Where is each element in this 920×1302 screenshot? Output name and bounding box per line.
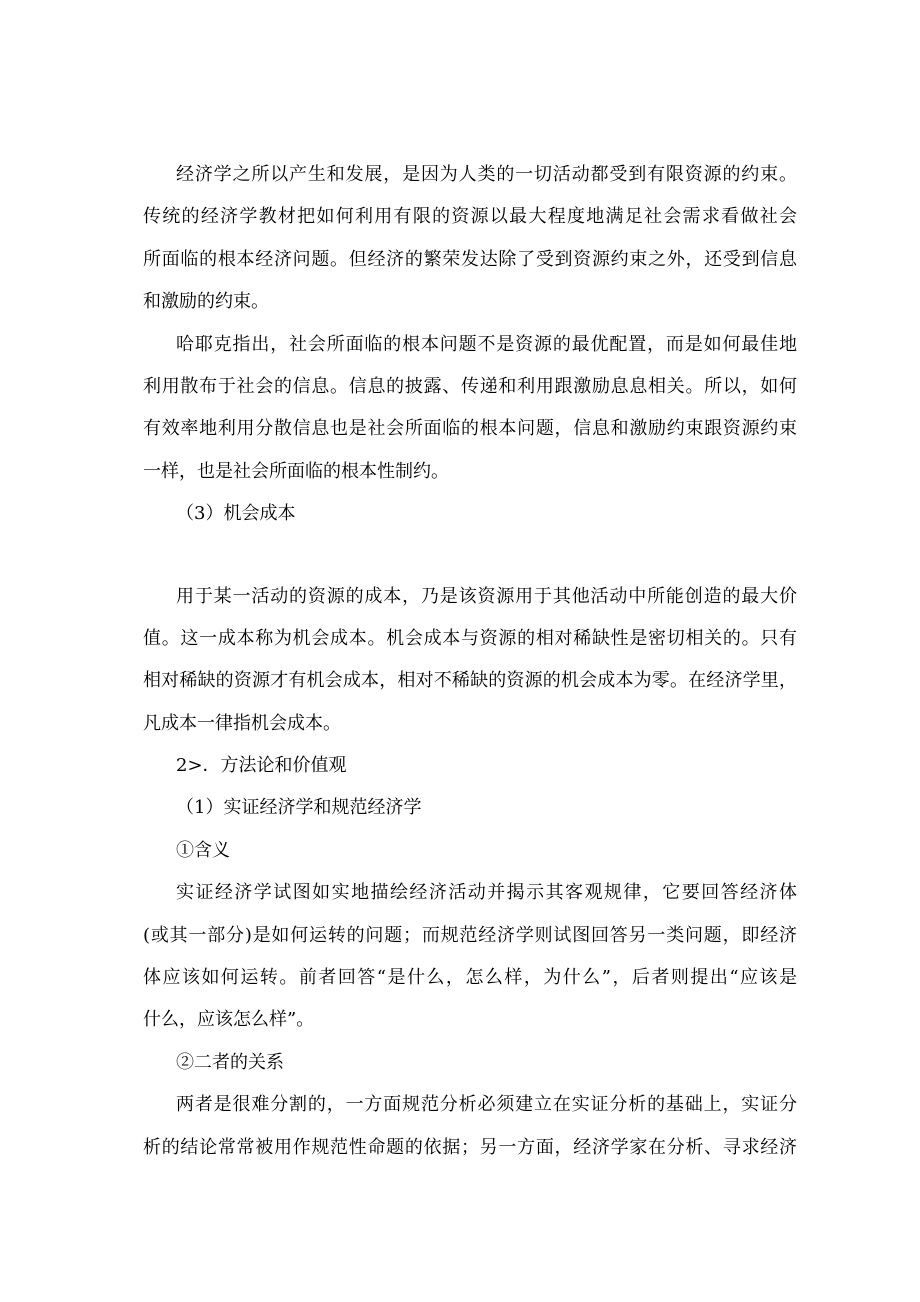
- text-line: 利用散布于社会的信息。信息的披露、传递和利用跟激励息息相关。所以，如何: [143, 375, 797, 397]
- text-line: 经济学之所以产生和发展，是因为人类的一切活动都受到有限资源的约束。: [176, 164, 797, 185]
- paragraph-opportunity-cost: [143, 576, 797, 746]
- text-line: 值。这一成本称为机会成本。机会成本与资源的相对稀缺性是密切相关的。只有: [143, 627, 797, 649]
- section-heading-opportunity-cost: （3）机会成本: [176, 503, 296, 525]
- text-line: 相对稀缺的资源才有机会成本，相对不稀缺的资源的机会成本为零。在经济学里，: [143, 670, 797, 692]
- text-line: 有效率地利用分散信息也是社会所面临的根本问题，信息和激励约束跟资源约束: [143, 418, 797, 440]
- text-line: 两者是很难分割的，一方面规范分析必须建立在实证分析的基础上，实证分: [176, 1094, 797, 1116]
- text-line: 实证经济学试图如实地描绘经济活动并揭示其客观规律，它要回答经济体: [176, 882, 797, 904]
- text-line: 用于某一活动的资源的成本，乃是该资源用于其他活动中所能创造的最大价: [176, 585, 797, 607]
- text-line: 凡成本一律指机会成本。: [143, 712, 341, 734]
- paragraph-resource-constraint: [143, 154, 797, 324]
- text-line: 所面临的根本经济问题。但经济的繁荣发达除了受到资源约束之外，还受到信息: [143, 248, 797, 270]
- document-page: [143, 154, 797, 1169]
- paragraph-relationship: [143, 1084, 797, 1169]
- paragraph-meaning: [143, 872, 797, 1042]
- text-line: 什么，应该怎么样”。: [143, 1009, 315, 1031]
- section-heading-positive-normative: （1）实证经济学和规范经济学: [176, 797, 422, 819]
- subheading-meaning: ①含义: [176, 839, 230, 861]
- subheading-relationship: ②二者的关系: [176, 1051, 284, 1073]
- text-line: 和激励的约束。: [143, 291, 269, 313]
- text-line: 体应该如何运转。前者回答“是什么，怎么样，为什么”，后者则提出“应该是: [143, 967, 797, 989]
- spacer: [143, 536, 797, 576]
- text-line: 析的结论常常被用作规范性命题的依据；另一方面，经济学家在分析、寻求经济: [143, 1136, 797, 1158]
- text-line: 哈耶克指出，社会所面临的根本问题不是资源的最优配置，而是如何最佳地: [176, 333, 797, 355]
- text-line: (或其一部分)是如何运转的问题；而规范经济学则试图回答另一类问题，即经济: [143, 924, 797, 946]
- text-line: 传统的经济学教材把如何利用有限的资源以最大程度地满足社会需求看做社会: [143, 206, 797, 228]
- paragraph-hayek: [143, 324, 797, 494]
- section-heading-methodology: 2>．方法论和价值观: [176, 755, 347, 777]
- text-line: 一样，也是社会所面临的根本性制约。: [143, 460, 449, 482]
